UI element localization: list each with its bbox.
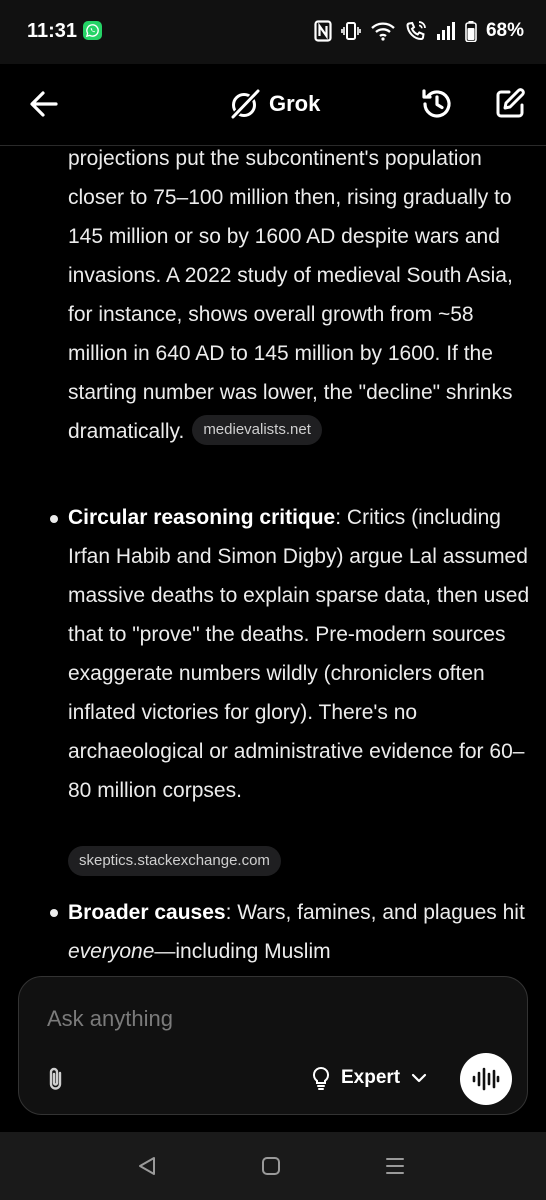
vibrate-icon <box>341 21 361 41</box>
battery-percent: 68% <box>485 20 524 41</box>
brand <box>229 86 320 122</box>
nav-back-icon <box>136 1155 158 1177</box>
history-button[interactable] <box>418 85 456 123</box>
lightbulb-icon <box>311 1066 331 1090</box>
source-chip[interactable]: skeptics.stackexchange.com <box>68 846 281 876</box>
voice-mode-button[interactable] <box>460 1053 512 1105</box>
bullet-item: Circular reasoning critique: Critics (including Irfan Habib and Simon Digby) argue Lal assumed massive deaths to explain sparse data, then used that to "prove" the deaths. Pre-modern sources exaggerate numbers wildly (chroniclers often inflated victories for glory). There's no archaeological or administrative evidence for 60–80 million corpses. <box>68 506 530 802</box>
response-paragraph: projections put the subcontinent's population closer to 75–100 million then, rising gradually to 145 million or so by 1600 AD despite wars and invasions. A 2022 study of medieval South Asia, for instance, shows overall growth from ~58 million in 640 AD to 145 million by 1600. If the starting number was lower, the "decline" shrinks dramatically. medievalists.net <box>68 146 538 451</box>
voice-waveform-icon <box>472 1067 500 1091</box>
status-icons <box>314 18 524 44</box>
bullet-dot <box>50 909 58 917</box>
nfc-icon <box>314 20 332 42</box>
emphasis-text: everyone <box>68 940 155 963</box>
attach-button[interactable] <box>43 1065 69 1093</box>
history-icon <box>418 85 456 123</box>
nav-recents-button[interactable] <box>385 1156 405 1176</box>
nav-home-icon <box>261 1156 281 1176</box>
status-bar <box>0 0 546 64</box>
source-chip[interactable]: medievalists.net <box>192 415 322 445</box>
system-nav-bar <box>0 1132 546 1200</box>
arrow-left-icon <box>26 86 62 122</box>
ask-input[interactable] <box>47 1003 447 1035</box>
grok-logo-icon <box>229 88 261 120</box>
whatsapp-icon <box>83 21 102 40</box>
app-header <box>0 64 546 146</box>
edit-icon <box>492 86 528 122</box>
nav-home-button[interactable] <box>261 1156 281 1176</box>
bullet-title: Circular reasoning critique <box>68 506 336 529</box>
nav-back-button[interactable] <box>136 1155 158 1177</box>
app-title: Grok <box>269 91 321 116</box>
paperclip-icon <box>43 1065 69 1093</box>
battery-icon <box>465 21 477 42</box>
nav-recents-icon <box>385 1156 405 1176</box>
bullet-item: Broader causes: Wars, famines, and plagues hit everyone—including Muslim <box>68 901 525 963</box>
back-button[interactable] <box>26 86 62 122</box>
chat-content[interactable] <box>0 146 546 976</box>
chevron-down-icon <box>410 1072 428 1084</box>
new-chat-button[interactable] <box>492 86 528 122</box>
signal-icon <box>436 22 456 40</box>
mode-selector[interactable] <box>311 1061 428 1095</box>
mode-label: Expert <box>341 1067 401 1088</box>
bullet-dot <box>50 515 58 523</box>
status-time: 11:31 <box>27 20 78 42</box>
bullet-title: Broader causes <box>68 901 226 924</box>
composer <box>18 976 528 1115</box>
wifi-icon <box>370 21 396 41</box>
wifi-call-icon <box>405 20 427 42</box>
